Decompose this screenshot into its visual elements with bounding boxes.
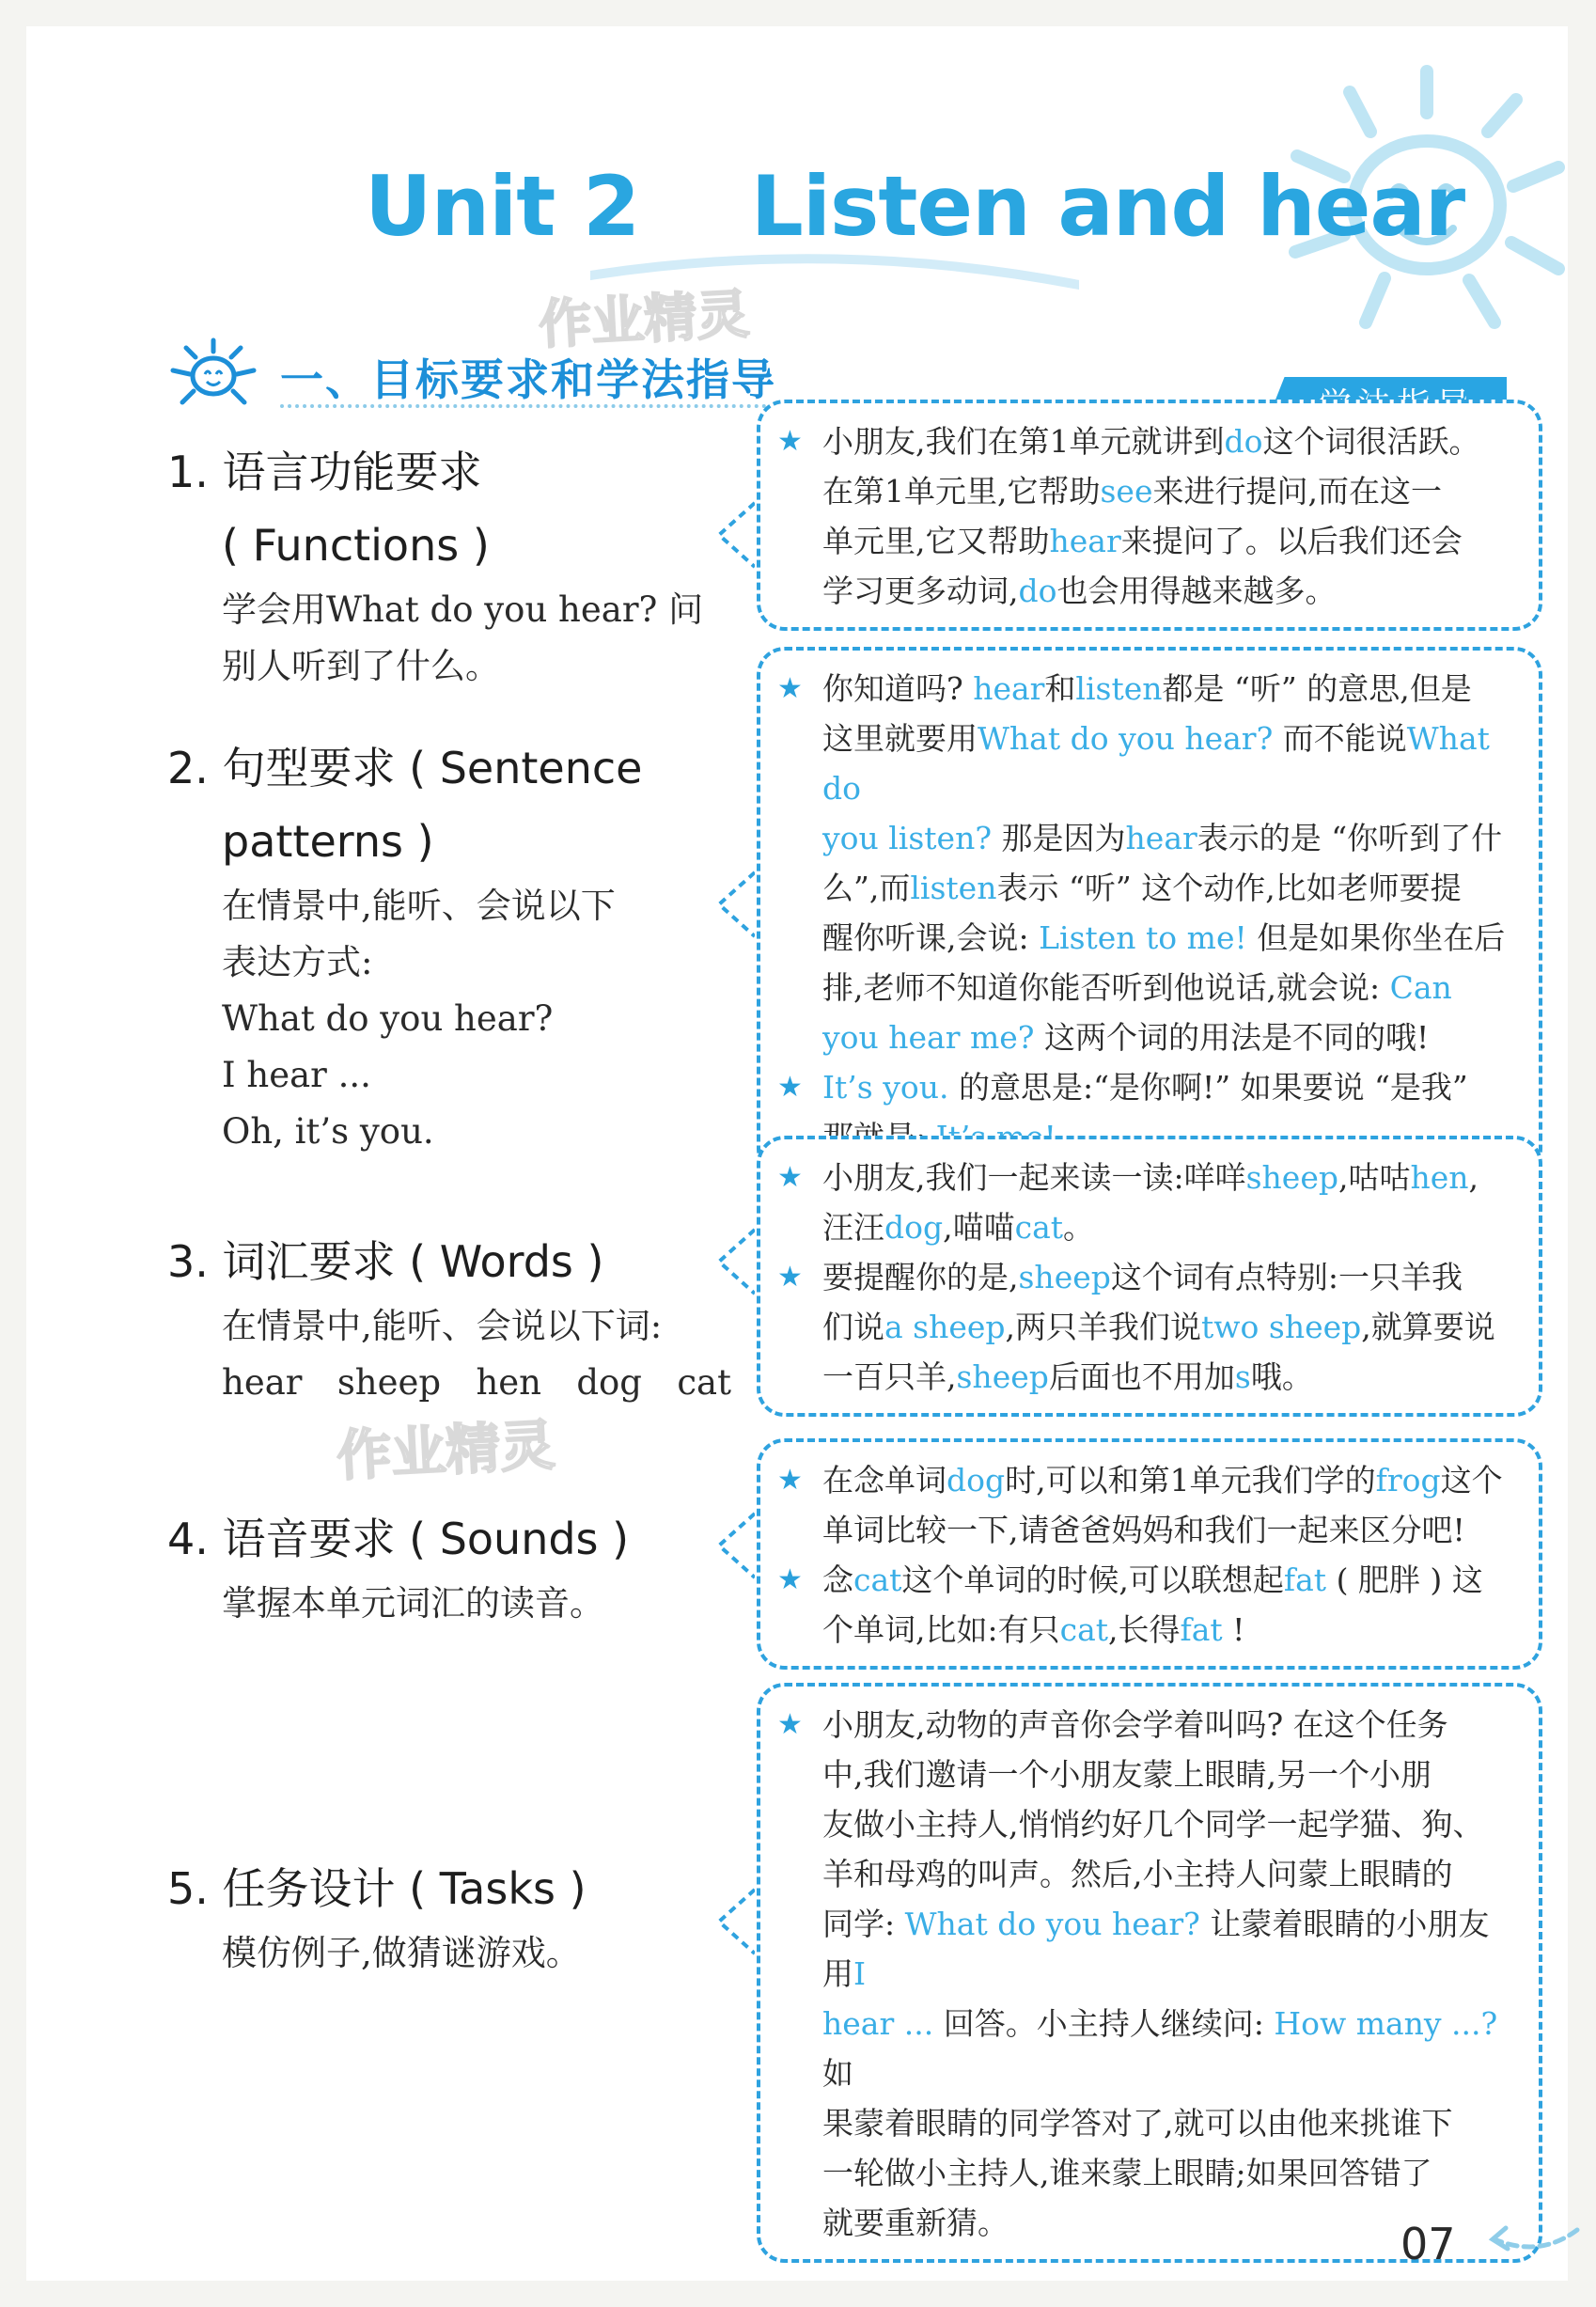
requirement-heading: 5. 任务设计 ( Tasks ) <box>167 1863 587 1914</box>
keyword-text: cat <box>853 1562 902 1598</box>
tip-text: 同学: <box>822 1906 905 1942</box>
keyword-text: Can <box>1389 969 1452 1006</box>
watermark: 作业精灵 <box>335 1412 556 1489</box>
tip-text: 这个词很活跃。 <box>1262 423 1480 460</box>
tip-text: 表示 “听” 这个动作,比如老师要提 <box>996 870 1462 906</box>
requirement-line: Oh, it’s you. <box>222 1111 434 1152</box>
tip-text: 这个词有点特别:一只羊我 <box>1110 1259 1463 1295</box>
tip-text: 么”,而 <box>822 870 911 906</box>
keyword-text: sheep <box>956 1358 1049 1395</box>
keyword-text: sheep <box>1245 1159 1338 1196</box>
requirement-line: I hear ... <box>222 1055 371 1095</box>
requirement-line: 学会用What do you hear? 问 <box>222 589 704 630</box>
section-title: 一、目标要求和学法指导 <box>280 354 776 405</box>
requirement-line: 掌握本单元词汇的读音。 <box>222 1583 604 1624</box>
keyword-text: sheep <box>1018 1259 1111 1295</box>
speech-pointer <box>717 1224 755 1299</box>
requirement-sounds <box>167 1502 750 1632</box>
keyword-text: fat <box>1180 1611 1223 1648</box>
tip-box-3 <box>757 1136 1542 1417</box>
requirement-heading: 3. 词汇要求 ( Words ) <box>167 1236 604 1287</box>
keyword-text: hear <box>1125 820 1197 856</box>
keyword-text: fat <box>1283 1562 1327 1598</box>
sun-face-icon <box>167 337 259 412</box>
tip-text: 。 <box>1063 1209 1095 1246</box>
keyword-text: hen <box>1410 1159 1469 1196</box>
vocabulary-word: dog <box>576 1362 642 1403</box>
speech-pointer <box>717 1884 755 1959</box>
tip-text: 来提问了。以后我们还会 <box>1120 523 1463 559</box>
requirement-line: 表达方式: <box>222 942 373 982</box>
tip-text: 这两个词的用法是不同的哦! <box>1034 1019 1430 1056</box>
tip-text: 中,我们邀请一个小朋友蒙上眼睛,另一个小朋 <box>822 1756 1432 1793</box>
star-icon: ★ <box>777 1464 803 1497</box>
tip-text: 单词比较一下,请爸爸妈妈和我们一起来区分吧! <box>822 1512 1465 1548</box>
tip-text: 后面也不用加 <box>1048 1358 1235 1395</box>
keyword-text: cat <box>1014 1209 1064 1246</box>
keyword-text: listen <box>1075 670 1163 707</box>
tip-item <box>777 664 1514 1062</box>
keyword-text: What do you hear? <box>904 1906 1200 1942</box>
keyword-text: I <box>853 1955 867 1992</box>
requirement-line: 在情景中,能听、会说以下 <box>222 886 616 926</box>
tip-text: 要提醒你的是, <box>822 1259 1019 1295</box>
keyword-text: cat <box>1059 1611 1109 1648</box>
keyword-text: frog <box>1375 1462 1441 1499</box>
tip-text: 这个 <box>1440 1462 1503 1499</box>
keyword-text: do <box>1018 573 1057 609</box>
star-icon: ★ <box>777 1161 803 1194</box>
tip-text: 们说 <box>822 1309 884 1345</box>
tip-text: 让蒙着眼睛的小朋友用 <box>822 1906 1490 1992</box>
tip-text: 学习更多动词, <box>822 573 1019 609</box>
keyword-text: What do you hear? <box>978 720 1274 757</box>
vocabulary-word: cat <box>677 1362 731 1403</box>
star-icon: ★ <box>777 672 803 705</box>
vocabulary-word: hear <box>222 1362 303 1403</box>
tip-text: 那是因为 <box>992 820 1126 856</box>
star-icon: ★ <box>777 1563 803 1596</box>
requirement-line: What do you hear? <box>222 998 554 1039</box>
keyword-text: dog <box>884 1209 944 1246</box>
tip-box-2 <box>757 647 1542 1177</box>
requirement-line: 模仿例子,做猜谜游戏。 <box>222 1933 581 1973</box>
keyword-text: you listen? <box>822 820 993 856</box>
keyword-text: What do <box>822 720 1490 807</box>
keyword-text: a sheep <box>884 1309 1006 1345</box>
keyword-text: you hear me? <box>822 1019 1035 1056</box>
page-number: 07 <box>1400 2219 1456 2269</box>
star-icon: ★ <box>777 1261 803 1294</box>
tip-text: ( 肥胖 ) 这 <box>1326 1562 1483 1598</box>
tip-text: 而不能说 <box>1273 720 1407 757</box>
tip-text: 这里就要用 <box>822 720 978 757</box>
tip-item <box>777 1252 1514 1402</box>
tip-text: ,长得 <box>1108 1611 1181 1648</box>
tip-text: 你知道吗? <box>822 670 974 707</box>
keyword-text: two sheep <box>1201 1309 1362 1345</box>
keyword-text: do <box>1224 423 1263 460</box>
tip-text: ,喵喵 <box>943 1209 1015 1246</box>
keyword-text: s <box>1234 1358 1251 1395</box>
keyword-text: Listen to me! <box>1039 919 1247 956</box>
tip-text: 表示的是 “你听到了什 <box>1197 820 1503 856</box>
keyword-text: dog <box>947 1462 1006 1499</box>
tip-text: 念 <box>822 1562 853 1598</box>
tip-box-4 <box>757 1438 1542 1670</box>
star-icon: ★ <box>777 1071 803 1104</box>
tip-text: 一百只羊, <box>822 1358 957 1395</box>
tip-item <box>777 1153 1514 1252</box>
tip-text: 小朋友,动物的声音你会学着叫吗? 在这个任务 <box>822 1706 1448 1743</box>
requirement-heading: 2. 句型要求 ( Sentence <box>167 743 643 793</box>
tip-text: , <box>1468 1159 1479 1196</box>
keyword-text: listen <box>910 870 997 906</box>
tip-box-5 <box>757 1683 1542 2263</box>
keyword-text: It’s you. <box>822 1069 949 1106</box>
tip-item <box>777 416 1514 616</box>
curl-arrow-icon <box>1483 2217 1587 2264</box>
tip-text: 在第1单元里,它帮助 <box>822 473 1101 510</box>
keyword-text: hear <box>1049 523 1121 559</box>
tip-item <box>777 1455 1514 1555</box>
tip-text: 小朋友,我们一起来读一读:咩咩 <box>822 1159 1246 1196</box>
tip-text: 果蒙着眼睛的同学答对了,就可以由他来挑谁下 <box>822 2105 1453 2142</box>
tip-text: 和 <box>1044 670 1076 707</box>
keyword-text: hear <box>973 670 1045 707</box>
requirement-functions <box>167 435 750 695</box>
tip-text: ,咕咕 <box>1338 1159 1411 1196</box>
vocabulary-list <box>167 1355 750 1411</box>
requirement-sentence-patterns <box>167 731 750 1160</box>
keyword-text: see <box>1100 473 1153 510</box>
keyword-text: hear ... <box>822 2005 934 2042</box>
tip-text: 醒你听课,会说: <box>822 919 1040 956</box>
tip-text: 这个单词的时候,可以联想起 <box>901 1562 1284 1598</box>
tip-text: 小朋友,我们在第1单元就讲到 <box>822 423 1225 460</box>
tip-text: 一轮做小主持人,谁来蒙上眼睛;如果回答错了 <box>822 2155 1432 2191</box>
tip-item <box>777 1700 1514 2248</box>
keyword-text: How many ...? <box>1274 2005 1498 2042</box>
unit-title: Unit 2 Listen and hear <box>365 158 1465 255</box>
tip-text: 如 <box>822 2055 853 2092</box>
tip-text: 友做小主持人,悄悄约好几个同学一起学猫、狗、 <box>822 1806 1484 1843</box>
tip-text: 在念单词 <box>822 1462 947 1499</box>
tip-text: 就要重新猜。 <box>822 2205 1009 2241</box>
requirement-heading-sub: patterns ) <box>222 816 434 867</box>
requirement-line: 别人听到了什么。 <box>222 646 500 686</box>
tip-item <box>777 1555 1514 1655</box>
tip-text: 也会用得越来越多。 <box>1056 573 1337 609</box>
tip-text: 时,可以和第1单元我们学的 <box>1005 1462 1376 1499</box>
page <box>26 26 1568 2281</box>
tip-text: 排,老师不知道你能否听到他说话,就会说: <box>822 969 1390 1006</box>
requirement-line: 在情景中,能听、会说以下词: <box>222 1306 663 1346</box>
star-icon: ★ <box>777 1708 803 1741</box>
tip-text: 回答。小主持人继续问: <box>933 2005 1275 2042</box>
requirement-tasks <box>167 1852 750 1982</box>
tip-text: 哦。 <box>1250 1358 1313 1395</box>
star-icon: ★ <box>777 425 803 458</box>
tip-text: 但是如果你坐在后 <box>1246 919 1506 956</box>
requirement-heading: 1. 语言功能要求 <box>167 447 482 497</box>
speech-pointer <box>717 497 755 573</box>
tip-text: 单元里,它又帮助 <box>822 523 1050 559</box>
speech-pointer <box>717 867 755 942</box>
speech-pointer <box>717 1508 755 1583</box>
tip-box-1 <box>757 400 1542 631</box>
requirement-heading-sub: ( Functions ) <box>222 520 490 571</box>
tip-text: 个单词,比如:有只 <box>822 1611 1060 1648</box>
vocabulary-word: sheep <box>336 1362 442 1403</box>
tip-text: ! <box>1222 1611 1245 1648</box>
requirement-words <box>167 1225 750 1411</box>
tip-text: ,两只羊我们说 <box>1005 1309 1202 1345</box>
tip-text: ,就算要说 <box>1361 1309 1495 1345</box>
tip-text: 的意思是:“是你啊!” 如果要说 “是我” <box>948 1069 1468 1106</box>
watermark: 作业精灵 <box>537 284 751 356</box>
requirement-heading: 4. 语音要求 ( Sounds ) <box>167 1514 630 1564</box>
tip-text: 都是 “听” 的意思,但是 <box>1162 670 1472 707</box>
tip-text: 汪汪 <box>822 1209 884 1246</box>
tip-text: 羊和母鸡的叫声。然后,小主持人问蒙上眼睛的 <box>822 1856 1453 1892</box>
vocabulary-word: hen <box>476 1362 541 1403</box>
tip-text: 来进行提问,而在这一 <box>1152 473 1442 510</box>
